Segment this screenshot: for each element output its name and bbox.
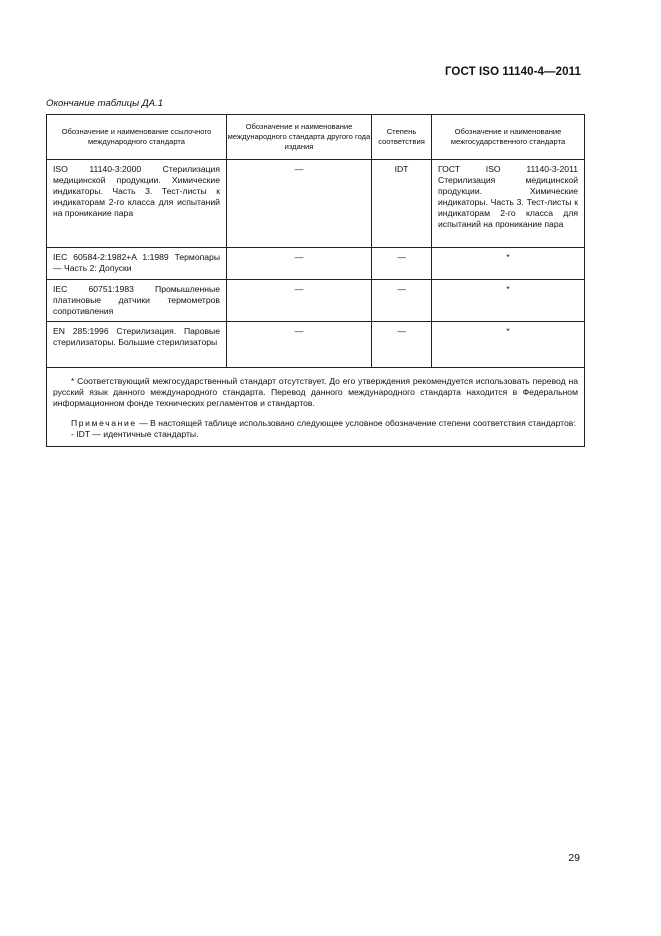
cell-degree: IDT	[394, 164, 409, 174]
cell-other-year-standard: —	[294, 164, 304, 174]
cell-degree: —	[397, 252, 406, 262]
note-item: - IDT — идентичные стандарты.	[71, 429, 199, 439]
cell-reference-standard: IEC 60751:1983 Промышленные платиновые датчики термометров сопротивления	[53, 284, 220, 316]
footnote: * Соответствующий межгосударственный стандарт отсутствует. До его утверждения рекомендуется использовать перевод на русский язык данного международного стандарта. Перевод данного международного стандарта находится в Федеральном информационном фонде технических регламентов и стандартов.	[53, 376, 578, 408]
page-number: 29	[568, 852, 580, 864]
cell-interstate-standard: *	[506, 252, 510, 262]
cell-degree: —	[397, 326, 406, 336]
note-text: — В настоящей таблице использовано следующее условное обозначение степени соответствия стандартов:	[136, 418, 576, 428]
correspondence-table	[46, 114, 585, 447]
cell-reference-standard: ISO 11140-3:2000 Стерилизация медицинской продукции. Химические индикаторы. Часть 3. Тест-листы к индикаторам 2-го класса для испытаний на проникание пара	[53, 164, 220, 218]
cell-degree: —	[397, 284, 406, 294]
table-row	[47, 322, 585, 368]
cell-other-year-standard: —	[294, 252, 304, 262]
note	[53, 418, 578, 429]
cell-reference-standard: EN 285:1996 Стерилизация. Паровые стерилизаторы. Большие стерилизаторы	[53, 326, 220, 347]
cell-interstate-standard: *	[506, 284, 510, 294]
table-row	[47, 160, 585, 248]
cell-interstate-standard: ГОСТ ISO 11140-3-2011 Стерилизация медицинской продукции. Химические индикаторы. Часть 3. Тест-листы к индикаторам 2-го класса для испытаний на проникание пара	[438, 164, 578, 229]
column-header-degree: Степень соответствия	[372, 115, 432, 160]
table-header-row	[47, 115, 585, 160]
cell-reference-standard: IEC 60584-2:1982+A 1:1989 Термопары — Часть 2: Допуски	[53, 252, 220, 273]
column-header-reference-standard: Обозначение и наименование ссылочного международного стандарта	[47, 115, 227, 160]
column-header-other-year-standard: Обозначение и наименование международного стандарта другого года издания	[227, 115, 372, 160]
table-notes-row	[47, 368, 585, 447]
cell-interstate-standard: *	[506, 326, 510, 336]
table-notes	[47, 368, 584, 446]
table-caption: Окончание таблицы ДА.1	[46, 98, 164, 109]
document-code: ГОСТ ISO 11140-4—2011	[444, 66, 581, 78]
cell-other-year-standard: —	[294, 326, 304, 336]
cell-other-year-standard: —	[294, 284, 304, 294]
note-label: Примечание	[71, 418, 137, 428]
table-row	[47, 248, 585, 280]
column-header-interstate-standard: Обозначение и наименование межгосударственного стандарта	[432, 115, 585, 160]
table-row	[47, 280, 585, 322]
